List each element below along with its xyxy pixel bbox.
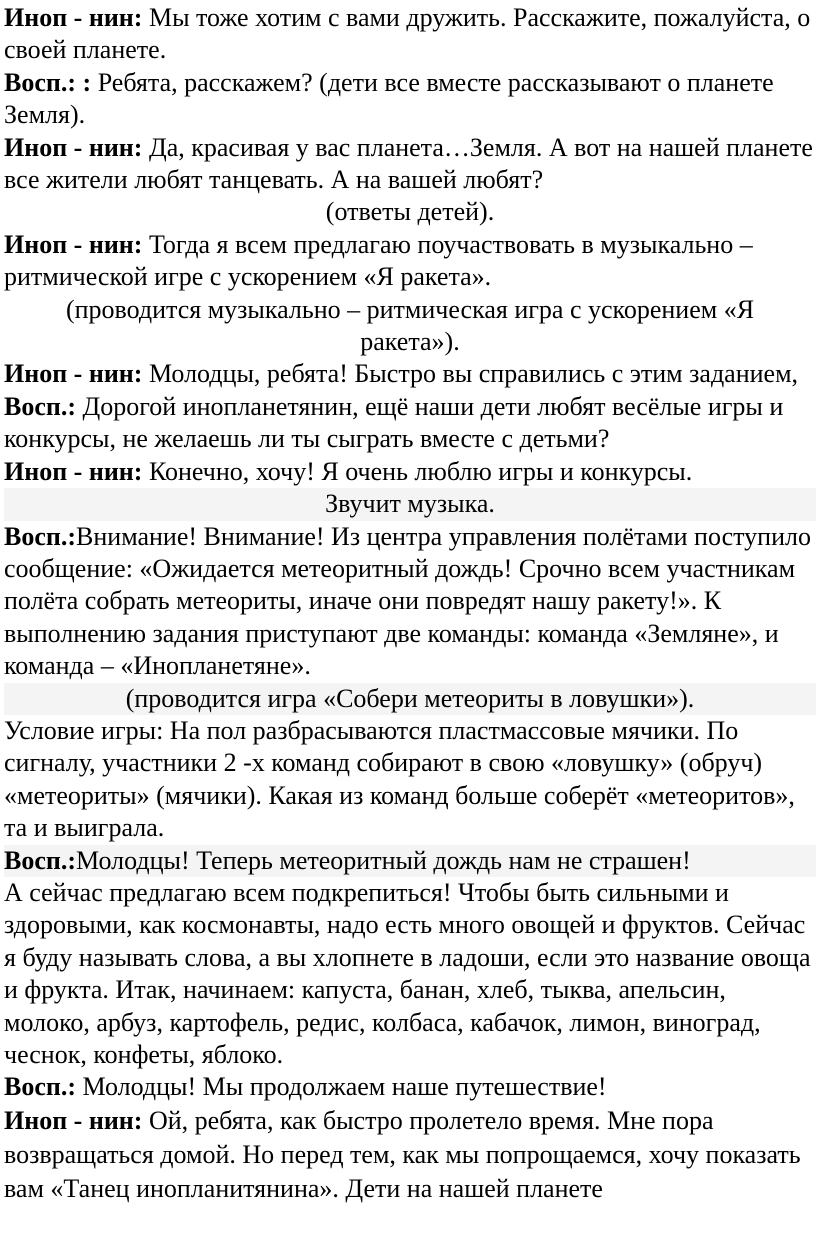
speaker-label: Восп.: — [4, 391, 77, 421]
paragraph-8 — [4, 391, 816, 456]
speaker-label: Иноп - нин: — [4, 229, 143, 259]
paragraph-15 — [4, 877, 816, 1071]
stage-direction-meteor-game — [4, 683, 816, 715]
paragraph-text: Ой, ребята, как быстро пролетело время. Мне пора возвращаться домой. Но перед тем, как мы попрощаемся, хочу показать вам «Танец инопланитянина». Дети на нашей планете — [4, 1105, 801, 1203]
paragraph-3 — [4, 132, 816, 197]
paragraph-text: А сейчас предлагаю всем подкрепиться! Чтобы быть сильными и здоровыми, как космонавты, надо есть много овощей и фруктов. Сейчас я буду называть слова, а вы хлопнете в ладоши, если это название овоща и фрукта. Итак, начинаем: капуста, банан, хлеб, тыква, апельсин, молоко, арбуз, картофель, редис, колбаса, кабачок, лимон, виноград, чеснок, конфеты, яблоко. — [4, 877, 811, 1069]
speaker-label: Иноп - нин: — [4, 3, 143, 32]
speaker-label: Иноп - нин: — [4, 456, 143, 486]
paragraph-text: Молодцы, ребята! Быстро вы справились с этим заданием, — [142, 359, 799, 389]
paragraph-text: Молодцы! Мы продолжаем наше путешествие! — [76, 1072, 607, 1102]
speaker-label: Восп.: — [4, 1072, 77, 1102]
paragraph-text: Внимание! Внимание! Из центра управления полётами поступило сообщение: «Ожидается метеоритный дождь! Срочно всем участникам полёта собрать метеориты, иначе они повредят нашу ракету!». К выполнению задания приступают две команды: команда «Земляне», и команда – «Инопланетяне». — [4, 521, 811, 681]
paragraph-text: Тогда я всем предлагаю поучаствовать в музыкально – ритмической игре с ускорением «Я ракета». — [4, 229, 753, 292]
speaker-label: Восп.: — [4, 845, 77, 875]
paragraph-2 — [4, 67, 816, 132]
paragraph-text: Условие игры: На пол разбрасываются пластмассовые мячики. По сигналу, участники 2 -х команд собирают в свою «ловушку» (обруч) «метеориты» (мячики). Какая из команд больше соберёт «метеоритов», та и выиграла. — [4, 715, 795, 843]
paragraph-text: Мы тоже хотим с вами дружить. Расскажите, пожалуйста, о своей планете. — [4, 3, 811, 65]
paragraph-7 — [4, 358, 816, 390]
paragraph-5 — [4, 229, 816, 294]
paragraph-text: Конечно, хочу! Я очень люблю игры и конкурсы. — [142, 456, 693, 486]
paragraph-text: (проводится музыкально – ритмическая игра с ускорением «Я ракета»). — [65, 294, 755, 357]
stage-direction-answers — [4, 196, 816, 228]
speaker-label: Иноп - нин: — [4, 1105, 143, 1135]
stage-direction-music — [4, 488, 816, 520]
speaker-label: Иноп - нин: — [4, 132, 143, 162]
paragraph-11 — [4, 521, 816, 683]
paragraph-16 — [4, 1071, 816, 1103]
stage-direction-rocket-game — [4, 294, 816, 359]
paragraph-14 — [4, 845, 816, 877]
paragraph-text: Дорогой инопланетянин, ещё наши дети любят весёлые игры и конкурсы, не желаешь ли ты сыграть вместе с детьми? — [4, 391, 784, 454]
paragraph-text: Да, красивая у вас планета…Земля. А вот на нашей планете все жители любят танцевать. А на вашей любят? — [4, 132, 813, 195]
paragraph-text: Звучит музыка. — [325, 489, 495, 519]
speaker-label: Восп.: : — [4, 67, 92, 97]
paragraph-9 — [4, 456, 816, 488]
game-rules — [4, 715, 816, 845]
paragraph-1 — [4, 2, 816, 67]
paragraph-text: Молодцы! Теперь метеоритный дождь нам не страшен! — [76, 845, 691, 875]
speaker-label: Восп.: — [4, 521, 77, 551]
speaker-label: Иноп - нин: — [4, 359, 143, 389]
paragraph-text: (проводится игра «Собери метеориты в ловушки»). — [125, 683, 695, 713]
paragraph-text: (ответы детей). — [325, 197, 495, 227]
paragraph-text: Ребята, расскажем? (дети все вместе рассказывают о планете Земля). — [4, 67, 774, 130]
paragraph-17 — [4, 1104, 816, 1206]
